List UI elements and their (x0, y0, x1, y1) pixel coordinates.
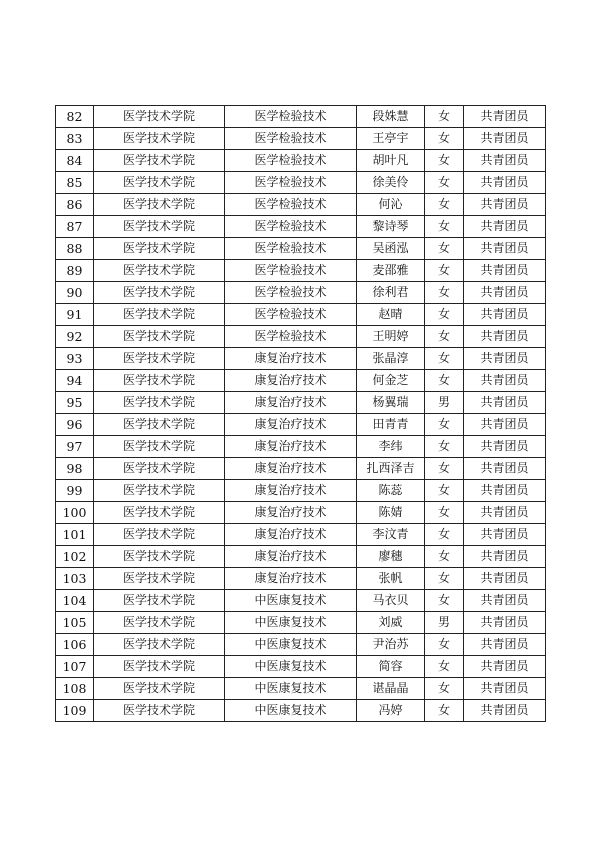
college-cell: 医学技术学院 (94, 150, 225, 172)
name-cell: 杨翼瑞 (357, 392, 425, 414)
name-cell: 何沁 (357, 194, 425, 216)
row-number: 101 (56, 524, 94, 546)
gender-cell: 女 (425, 150, 464, 172)
gender-cell: 女 (425, 678, 464, 700)
political-status-cell: 共青团员 (464, 304, 546, 326)
college-cell: 医学技术学院 (94, 260, 225, 282)
table-row (56, 128, 546, 150)
table-row (56, 282, 546, 304)
table-row (56, 106, 546, 128)
major-cell: 康复治疗技术 (225, 458, 357, 480)
college-cell: 医学技术学院 (94, 194, 225, 216)
gender-cell: 女 (425, 568, 464, 590)
college-cell: 医学技术学院 (94, 304, 225, 326)
row-number: 86 (56, 194, 94, 216)
row-number: 96 (56, 414, 94, 436)
major-cell: 康复治疗技术 (225, 392, 357, 414)
row-number: 97 (56, 436, 94, 458)
political-status-cell: 共青团员 (464, 458, 546, 480)
row-number: 106 (56, 634, 94, 656)
table-row (56, 612, 546, 634)
row-number: 91 (56, 304, 94, 326)
college-cell: 医学技术学院 (94, 282, 225, 304)
table-row (56, 150, 546, 172)
gender-cell: 女 (425, 172, 464, 194)
name-cell: 刘威 (357, 612, 425, 634)
name-cell: 麦邵雅 (357, 260, 425, 282)
gender-cell: 女 (425, 458, 464, 480)
name-cell: 田青青 (357, 414, 425, 436)
major-cell: 医学检验技术 (225, 282, 357, 304)
table-row (56, 700, 546, 722)
row-number: 105 (56, 612, 94, 634)
row-number: 85 (56, 172, 94, 194)
political-status-cell: 共青团员 (464, 656, 546, 678)
political-status-cell: 共青团员 (464, 370, 546, 392)
college-cell: 医学技术学院 (94, 370, 225, 392)
college-cell: 医学技术学院 (94, 128, 225, 150)
gender-cell: 女 (425, 480, 464, 502)
gender-cell: 女 (425, 524, 464, 546)
row-number: 84 (56, 150, 94, 172)
roster-body (56, 106, 546, 722)
row-number: 100 (56, 502, 94, 524)
college-cell: 医学技术学院 (94, 612, 225, 634)
college-cell: 医学技术学院 (94, 524, 225, 546)
table-row (56, 502, 546, 524)
college-cell: 医学技术学院 (94, 216, 225, 238)
table-row (56, 392, 546, 414)
table-row (56, 370, 546, 392)
major-cell: 康复治疗技术 (225, 546, 357, 568)
row-number: 90 (56, 282, 94, 304)
major-cell: 康复治疗技术 (225, 348, 357, 370)
row-number: 87 (56, 216, 94, 238)
major-cell: 医学检验技术 (225, 260, 357, 282)
major-cell: 中医康复技术 (225, 656, 357, 678)
table-row (56, 436, 546, 458)
row-number: 104 (56, 590, 94, 612)
political-status-cell: 共青团员 (464, 480, 546, 502)
table-row (56, 194, 546, 216)
political-status-cell: 共青团员 (464, 700, 546, 722)
major-cell: 康复治疗技术 (225, 436, 357, 458)
table-row (56, 348, 546, 370)
table-row (56, 326, 546, 348)
row-number: 94 (56, 370, 94, 392)
name-cell: 简容 (357, 656, 425, 678)
political-status-cell: 共青团员 (464, 194, 546, 216)
college-cell: 医学技术学院 (94, 590, 225, 612)
row-number: 92 (56, 326, 94, 348)
college-cell: 医学技术学院 (94, 634, 225, 656)
political-status-cell: 共青团员 (464, 612, 546, 634)
political-status-cell: 共青团员 (464, 392, 546, 414)
gender-cell: 女 (425, 502, 464, 524)
major-cell: 医学检验技术 (225, 304, 357, 326)
table-row (56, 414, 546, 436)
college-cell: 医学技术学院 (94, 458, 225, 480)
college-cell: 医学技术学院 (94, 172, 225, 194)
name-cell: 谌晶晶 (357, 678, 425, 700)
major-cell: 医学检验技术 (225, 238, 357, 260)
name-cell: 李纬 (357, 436, 425, 458)
major-cell: 中医康复技术 (225, 612, 357, 634)
gender-cell: 女 (425, 106, 464, 128)
gender-cell: 女 (425, 700, 464, 722)
college-cell: 医学技术学院 (94, 700, 225, 722)
row-number: 88 (56, 238, 94, 260)
major-cell: 中医康复技术 (225, 634, 357, 656)
major-cell: 医学检验技术 (225, 172, 357, 194)
gender-cell: 女 (425, 414, 464, 436)
college-cell: 医学技术学院 (94, 326, 225, 348)
political-status-cell: 共青团员 (464, 678, 546, 700)
political-status-cell: 共青团员 (464, 546, 546, 568)
name-cell: 扎西泽吉 (357, 458, 425, 480)
gender-cell: 女 (425, 546, 464, 568)
row-number: 99 (56, 480, 94, 502)
gender-cell: 女 (425, 238, 464, 260)
major-cell: 中医康复技术 (225, 700, 357, 722)
table-row (56, 656, 546, 678)
gender-cell: 女 (425, 282, 464, 304)
table-row (56, 634, 546, 656)
political-status-cell: 共青团员 (464, 326, 546, 348)
major-cell: 医学检验技术 (225, 216, 357, 238)
table-row (56, 590, 546, 612)
row-number: 83 (56, 128, 94, 150)
gender-cell: 女 (425, 348, 464, 370)
college-cell: 医学技术学院 (94, 546, 225, 568)
college-cell: 医学技术学院 (94, 656, 225, 678)
gender-cell: 女 (425, 634, 464, 656)
college-cell: 医学技术学院 (94, 678, 225, 700)
name-cell: 廖穗 (357, 546, 425, 568)
row-number: 89 (56, 260, 94, 282)
major-cell: 医学检验技术 (225, 106, 357, 128)
name-cell: 马衣贝 (357, 590, 425, 612)
college-cell: 医学技术学院 (94, 436, 225, 458)
row-number: 109 (56, 700, 94, 722)
political-status-cell: 共青团员 (464, 568, 546, 590)
table-row (56, 458, 546, 480)
name-cell: 冯婷 (357, 700, 425, 722)
table-row (56, 568, 546, 590)
table-row (56, 216, 546, 238)
college-cell: 医学技术学院 (94, 238, 225, 260)
name-cell: 何金芝 (357, 370, 425, 392)
college-cell: 医学技术学院 (94, 502, 225, 524)
gender-cell: 女 (425, 304, 464, 326)
political-status-cell: 共青团员 (464, 634, 546, 656)
political-status-cell: 共青团员 (464, 128, 546, 150)
row-number: 95 (56, 392, 94, 414)
gender-cell: 女 (425, 194, 464, 216)
political-status-cell: 共青团员 (464, 348, 546, 370)
college-cell: 医学技术学院 (94, 568, 225, 590)
political-status-cell: 共青团员 (464, 106, 546, 128)
college-cell: 医学技术学院 (94, 414, 225, 436)
political-status-cell: 共青团员 (464, 436, 546, 458)
name-cell: 徐利君 (357, 282, 425, 304)
name-cell: 段姝慧 (357, 106, 425, 128)
member-roster-table (55, 105, 546, 722)
name-cell: 张晶淳 (357, 348, 425, 370)
gender-cell: 女 (425, 216, 464, 238)
college-cell: 医学技术学院 (94, 106, 225, 128)
name-cell: 张帆 (357, 568, 425, 590)
name-cell: 王亭宇 (357, 128, 425, 150)
name-cell: 徐美伶 (357, 172, 425, 194)
gender-cell: 女 (425, 128, 464, 150)
table-row (56, 546, 546, 568)
name-cell: 尹治苏 (357, 634, 425, 656)
political-status-cell: 共青团员 (464, 414, 546, 436)
major-cell: 康复治疗技术 (225, 568, 357, 590)
major-cell: 中医康复技术 (225, 678, 357, 700)
name-cell: 吴函泓 (357, 238, 425, 260)
table-row (56, 238, 546, 260)
political-status-cell: 共青团员 (464, 590, 546, 612)
gender-cell: 女 (425, 590, 464, 612)
gender-cell: 女 (425, 260, 464, 282)
major-cell: 医学检验技术 (225, 194, 357, 216)
political-status-cell: 共青团员 (464, 238, 546, 260)
row-number: 108 (56, 678, 94, 700)
college-cell: 医学技术学院 (94, 348, 225, 370)
major-cell: 中医康复技术 (225, 590, 357, 612)
political-status-cell: 共青团员 (464, 502, 546, 524)
row-number: 93 (56, 348, 94, 370)
row-number: 102 (56, 546, 94, 568)
gender-cell: 男 (425, 612, 464, 634)
major-cell: 医学检验技术 (225, 150, 357, 172)
college-cell: 医学技术学院 (94, 392, 225, 414)
gender-cell: 女 (425, 656, 464, 678)
college-cell: 医学技术学院 (94, 480, 225, 502)
name-cell: 赵晴 (357, 304, 425, 326)
political-status-cell: 共青团员 (464, 172, 546, 194)
row-number: 98 (56, 458, 94, 480)
political-status-cell: 共青团员 (464, 216, 546, 238)
gender-cell: 女 (425, 436, 464, 458)
name-cell: 黎诗琴 (357, 216, 425, 238)
row-number: 82 (56, 106, 94, 128)
table-row (56, 304, 546, 326)
political-status-cell: 共青团员 (464, 150, 546, 172)
table-row (56, 172, 546, 194)
political-status-cell: 共青团员 (464, 282, 546, 304)
row-number: 107 (56, 656, 94, 678)
major-cell: 康复治疗技术 (225, 414, 357, 436)
political-status-cell: 共青团员 (464, 524, 546, 546)
political-status-cell: 共青团员 (464, 260, 546, 282)
gender-cell: 男 (425, 392, 464, 414)
table-row (56, 678, 546, 700)
gender-cell: 女 (425, 370, 464, 392)
major-cell: 康复治疗技术 (225, 370, 357, 392)
major-cell: 医学检验技术 (225, 326, 357, 348)
major-cell: 康复治疗技术 (225, 524, 357, 546)
table-row (56, 480, 546, 502)
name-cell: 陈婧 (357, 502, 425, 524)
major-cell: 康复治疗技术 (225, 502, 357, 524)
major-cell: 康复治疗技术 (225, 480, 357, 502)
name-cell: 胡叶凡 (357, 150, 425, 172)
row-number: 103 (56, 568, 94, 590)
name-cell: 陈蕊 (357, 480, 425, 502)
name-cell: 李汶青 (357, 524, 425, 546)
gender-cell: 女 (425, 326, 464, 348)
table-row (56, 524, 546, 546)
major-cell: 医学检验技术 (225, 128, 357, 150)
name-cell: 王明婷 (357, 326, 425, 348)
table-row (56, 260, 546, 282)
